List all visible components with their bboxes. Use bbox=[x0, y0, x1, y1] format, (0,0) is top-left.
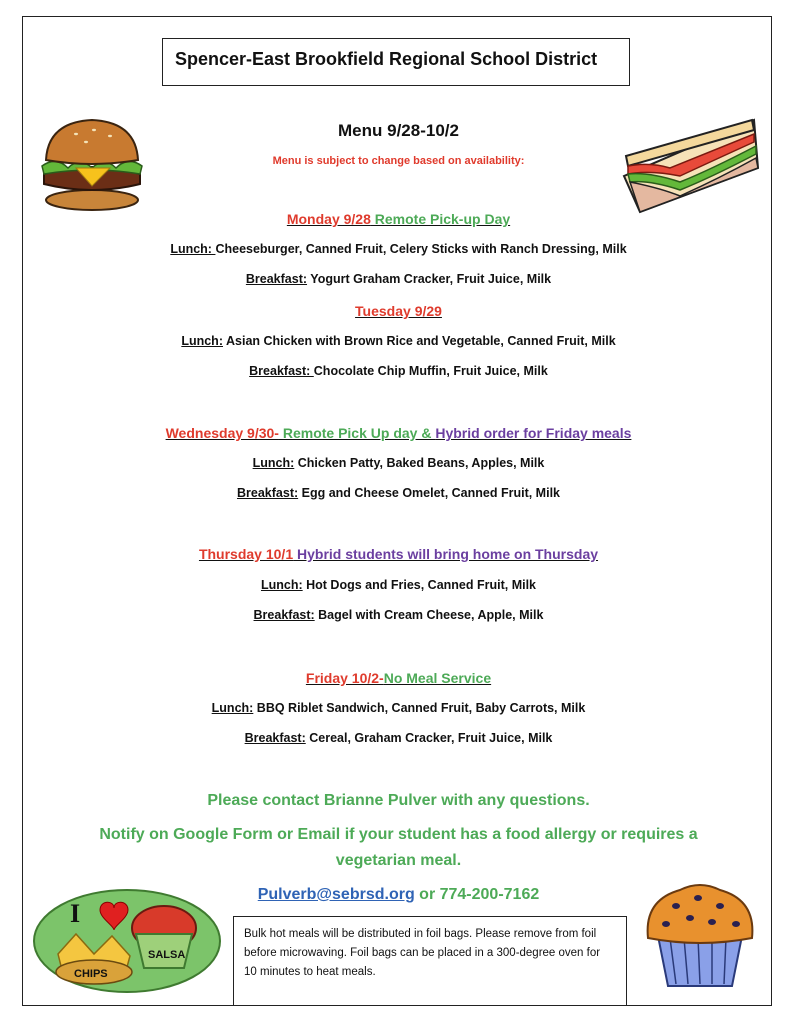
contact-line: Please contact Brianne Pulver with any questions. bbox=[207, 792, 590, 809]
wednesday-lunch: Lunch: Chicken Patty, Baked Beans, Apples, Milk bbox=[252, 456, 545, 470]
chips-art-letter: I bbox=[70, 899, 81, 928]
burger-icon bbox=[36, 116, 148, 212]
district-title-box bbox=[162, 38, 630, 86]
phone-number: or 774-200-7162 bbox=[414, 886, 540, 903]
tuesday-breakfast: Breakfast: Chocolate Chip Muffin, Fruit Juice, Milk bbox=[249, 364, 548, 378]
day-heading-tuesday: Tuesday 9/29 bbox=[355, 303, 442, 319]
email-link[interactable]: Pulverb@sebrsd.org bbox=[257, 886, 415, 903]
thursday-breakfast: Breakfast: Bagel with Cream Cheese, Apple, Milk bbox=[253, 608, 544, 622]
chips-salsa-icon bbox=[32, 888, 222, 994]
availability-notice: Menu is subject to change based on availability: bbox=[272, 155, 525, 167]
day-heading-friday: Friday 10/2-No Meal Service bbox=[305, 670, 492, 686]
allergy-notice-line2: vegetarian meal. bbox=[335, 852, 462, 869]
menu-title: Menu 9/28-10/2 bbox=[338, 121, 459, 140]
wednesday-breakfast: Breakfast: Egg and Cheese Omelet, Canned Fruit, Milk bbox=[237, 486, 560, 500]
chips-label: CHIPS bbox=[74, 968, 108, 980]
day-heading-monday: Monday 9/28 Remote Pick-up Day bbox=[286, 211, 511, 227]
tuesday-lunch: Lunch: Asian Chicken with Brown Rice and Vegetable, Canned Fruit, Milk bbox=[181, 334, 616, 348]
monday-breakfast: Breakfast: Yogurt Graham Cracker, Fruit Juice, Milk bbox=[245, 272, 552, 286]
sandwich-icon bbox=[620, 116, 762, 216]
salsa-label: SALSA bbox=[148, 949, 186, 961]
thursday-lunch: Lunch: Hot Dogs and Fries, Canned Fruit, Milk bbox=[260, 578, 537, 592]
day-heading-thursday: Thursday 10/1 Hybrid students will bring home on Thursday bbox=[198, 546, 599, 562]
friday-breakfast: Breakfast: Cereal, Graham Cracker, Fruit Juice, Milk bbox=[244, 731, 553, 745]
day-heading-wednesday: Wednesday 9/30- Remote Pick Up day & Hybrid order for Friday meals bbox=[165, 425, 632, 441]
district-title: Spencer-East Brookfield Regional School District bbox=[175, 49, 598, 69]
muffin-icon bbox=[640, 880, 760, 990]
monday-lunch: Lunch: Cheeseburger, Canned Fruit, Celery Sticks with Ranch Dressing, Milk bbox=[170, 242, 627, 256]
friday-lunch: Lunch: BBQ Riblet Sandwich, Canned Fruit, Baby Carrots, Milk bbox=[211, 701, 586, 715]
allergy-notice-line1: Notify on Google Form or Email if your student has a food allergy or requires a bbox=[99, 826, 698, 843]
foil-bag-note: Bulk hot meals will be distributed in foil bags. Please remove from foil before microwaving. Foil bags can be placed in a 300-degree oven for 10 minutes to heat meals. bbox=[233, 916, 627, 1006]
